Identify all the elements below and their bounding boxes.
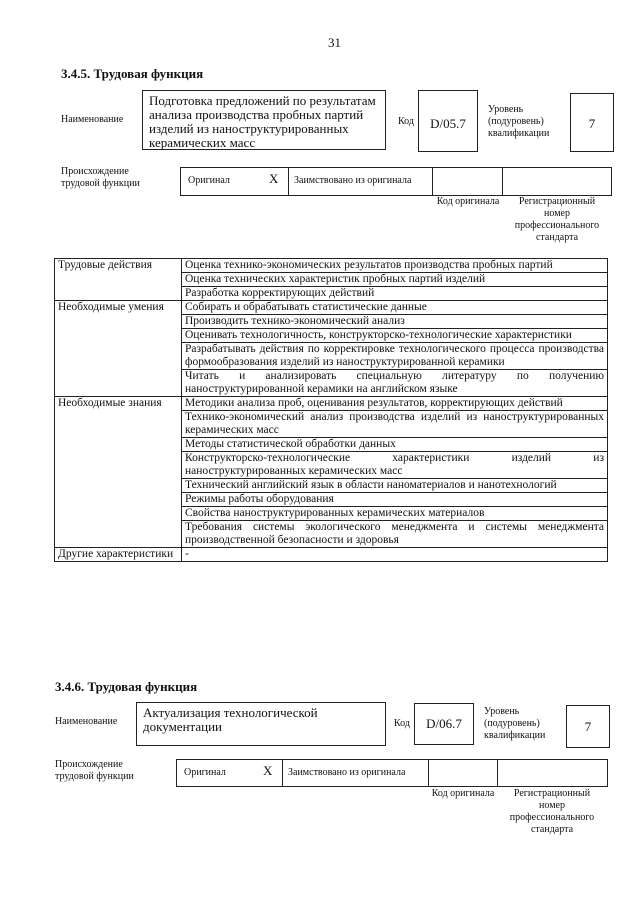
reg-number-label: Регистрационный номер профессионального стандарта — [514, 196, 600, 243]
list-item: Собирать и обрабатывать статистические данные — [182, 301, 608, 315]
origin-divider — [288, 167, 289, 196]
original-mark: X — [269, 171, 279, 186]
list-item: Читать и анализировать специальную литературу по получению наноструктурированной керамики на английском языке — [182, 370, 608, 397]
origin-label: Происхождение трудовой функции — [55, 759, 134, 782]
code-original-label: Код оригинала — [431, 788, 495, 799]
level-box — [570, 93, 614, 152]
level-label: Уровень (подуровень) квалификации — [484, 706, 546, 741]
list-item: Производить технико-экономический анализ — [182, 315, 608, 329]
origin-divider — [432, 167, 433, 196]
reg-number-label: Регистрационный номер профессионального стандарта — [509, 788, 595, 835]
code-value: D/06.7 — [426, 716, 462, 731]
origin-divider — [502, 167, 503, 196]
level-label: Уровень (подуровень) квалификации — [488, 104, 550, 139]
list-item: Технико-экономический анализ производства изделий из наноструктурированных керамических масс — [182, 411, 608, 438]
name-label: Наименование — [55, 716, 118, 727]
section-heading: 3.4.6. Трудовая функция — [55, 679, 198, 694]
list-item: Оценивать технологичность, конструкторско-технологические характеристики — [182, 329, 608, 343]
code-box — [418, 90, 478, 152]
table-row — [55, 548, 608, 562]
skills-label: Необходимые умения — [55, 301, 182, 397]
original-mark: X — [263, 763, 273, 778]
origin-divider — [497, 759, 498, 787]
list-item: Разрабатывать действия по корректировке технологического процесса производства формообразования изделий из наноструктурированной керамики — [182, 343, 608, 370]
list-item: Конструкторско-технологические характеристики изделий из наноструктурированных керамических масс — [182, 452, 608, 479]
origin-divider — [282, 759, 283, 787]
function-details-table — [54, 258, 608, 562]
list-item: Разработка корректирующих действий — [182, 287, 608, 301]
list-item: Технический английский язык в области наноматериалов и нанотехнологий — [182, 479, 608, 493]
labor-actions-label: Трудовые действия — [55, 259, 182, 301]
origin-label: Происхождение трудовой функции — [61, 166, 140, 189]
borrowed-label: Заимствовано из оригинала — [294, 175, 412, 186]
code-original-label: Код оригинала — [436, 196, 500, 207]
borrowed-label: Заимствовано из оригинала — [288, 767, 406, 778]
name-label: Наименование — [61, 114, 124, 125]
section-heading: 3.4.5. Трудовая функция — [61, 66, 204, 81]
list-item: Свойства наноструктурированных керамических материалов — [182, 507, 608, 521]
list-item: Оценка технических характеристик пробных партий изделий — [182, 273, 608, 287]
function-name-box — [136, 702, 386, 746]
table-row — [55, 301, 608, 315]
original-label: Оригинал — [188, 175, 230, 186]
list-item: Режимы работы оборудования — [182, 493, 608, 507]
other-value: - — [182, 548, 608, 562]
function-name-value: Актуализация технологической документации — [143, 705, 318, 734]
code-label: Код — [394, 718, 410, 729]
function-name-value: Подготовка предложений по результатам анализа производства пробных партий изделий из наноструктурированных керамических масс — [149, 93, 376, 150]
level-value: 7 — [584, 719, 592, 734]
level-box — [566, 705, 610, 748]
list-item: Оценка технико-экономических результатов производства пробных партий — [182, 259, 608, 273]
knowledge-label: Необходимые знания — [55, 397, 182, 548]
code-box — [414, 703, 474, 745]
code-label: Код — [398, 116, 414, 127]
list-item: Методики анализа проб, оценивания результатов, корректирующих действий — [182, 397, 608, 411]
function-name-box — [142, 90, 386, 150]
list-item: Методы статистической обработки данных — [182, 438, 608, 452]
other-label: Другие характеристики — [55, 548, 182, 562]
code-value: D/05.7 — [430, 116, 466, 131]
original-label: Оригинал — [184, 767, 226, 778]
page-number: 31 — [328, 35, 341, 50]
table-row — [55, 259, 608, 273]
origin-divider — [428, 759, 429, 787]
list-item: Требования системы экологического менеджмента и системы менеджмента производственной безопасности и здоровья — [182, 521, 608, 548]
table-row — [55, 397, 608, 411]
level-value: 7 — [588, 116, 596, 131]
